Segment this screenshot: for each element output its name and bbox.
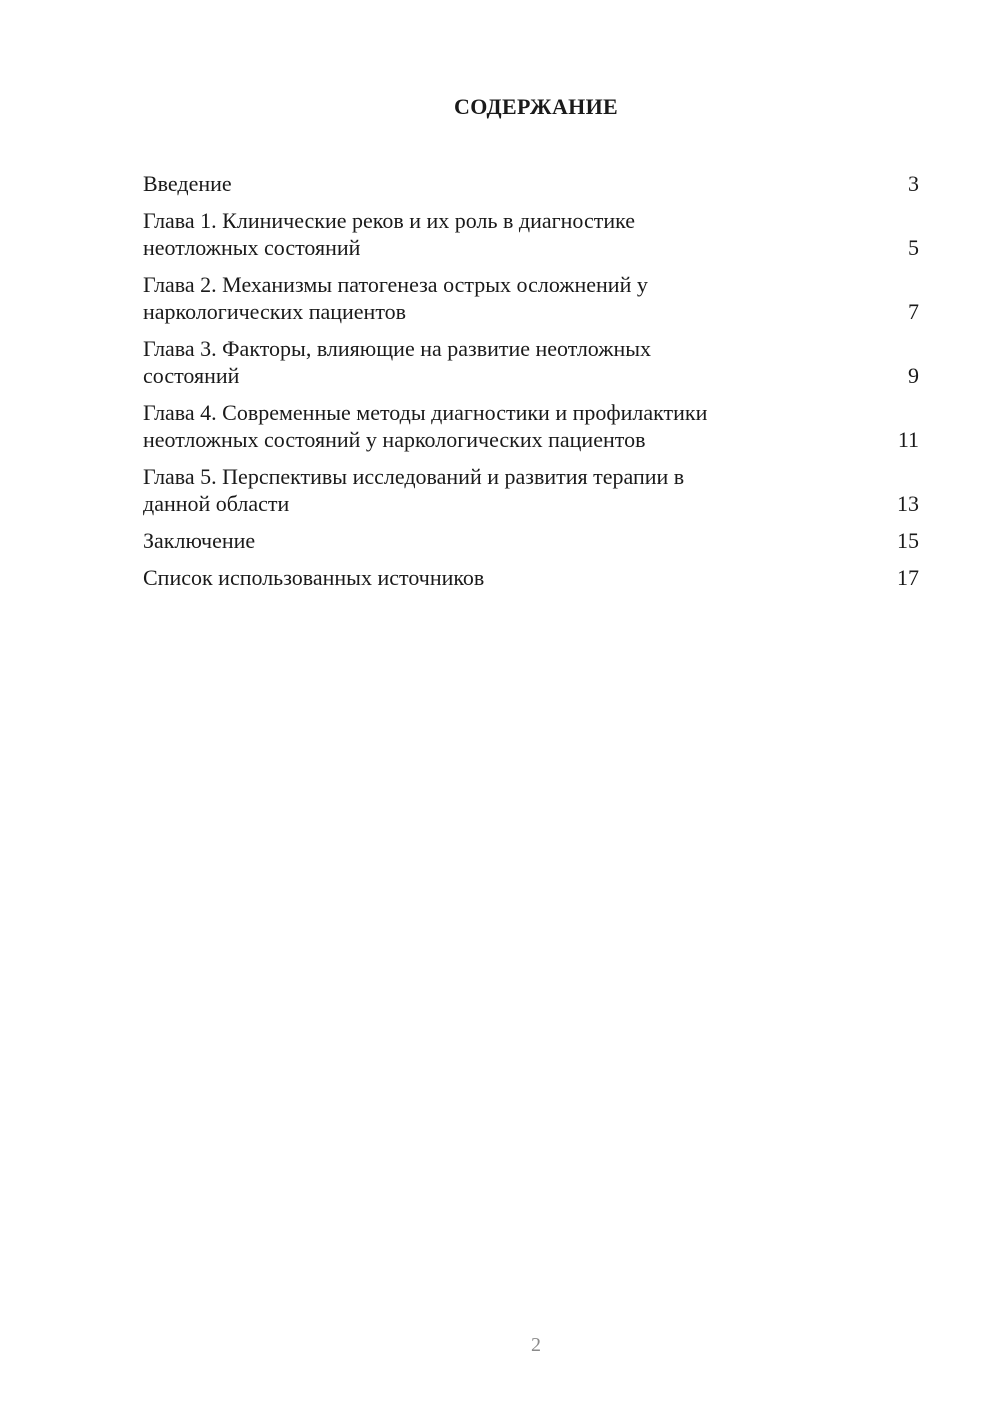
toc-entry-label: Глава 1. Клинические реков и их роль в диагностике неотложных состояний xyxy=(143,208,636,260)
toc-entry-label: Глава 3. Факторы, влияющие на развитие неотложных состояний xyxy=(143,336,652,388)
toc-entry-page: 13 xyxy=(897,491,919,516)
toc-entry-chapter-1[interactable] xyxy=(143,207,919,261)
toc-entry-label: Глава 4. Современные методы диагностики и профилактики неотложных состояний у наркологических пациентов xyxy=(143,400,708,452)
toc-entry-label: Заключение xyxy=(143,528,256,553)
toc-entry-label: Глава 5. Перспективы исследований и развития терапии в данной области xyxy=(143,464,685,516)
toc-entry-page: 15 xyxy=(897,528,919,553)
toc-entry-chapter-2[interactable] xyxy=(143,271,919,325)
toc-entry-references[interactable] xyxy=(143,564,919,591)
toc-entry-page: 11 xyxy=(897,427,919,452)
toc-entry-page: 7 xyxy=(908,299,919,324)
toc-entry-page: 9 xyxy=(908,363,919,388)
table-of-contents xyxy=(143,170,919,601)
page-number: 2 xyxy=(531,1334,541,1356)
toc-entry-chapter-3[interactable] xyxy=(143,335,919,389)
toc-entry-chapter-5[interactable] xyxy=(143,463,919,517)
toc-entry-label: Глава 2. Механизмы патогенеза острых осложнений у наркологических пациентов xyxy=(143,272,648,324)
toc-entry-label: Введение xyxy=(143,171,232,196)
toc-entry-chapter-4[interactable] xyxy=(143,399,919,453)
toc-entry-introduction[interactable] xyxy=(143,170,919,197)
toc-entry-page: 5 xyxy=(908,235,919,260)
toc-entry-conclusion[interactable] xyxy=(143,527,919,554)
toc-entry-page: 3 xyxy=(908,171,919,196)
toc-title: СОДЕРЖАНИЕ xyxy=(454,94,618,119)
toc-entry-page: 17 xyxy=(897,565,919,590)
toc-entry-label: Список использованных источников xyxy=(143,565,485,590)
